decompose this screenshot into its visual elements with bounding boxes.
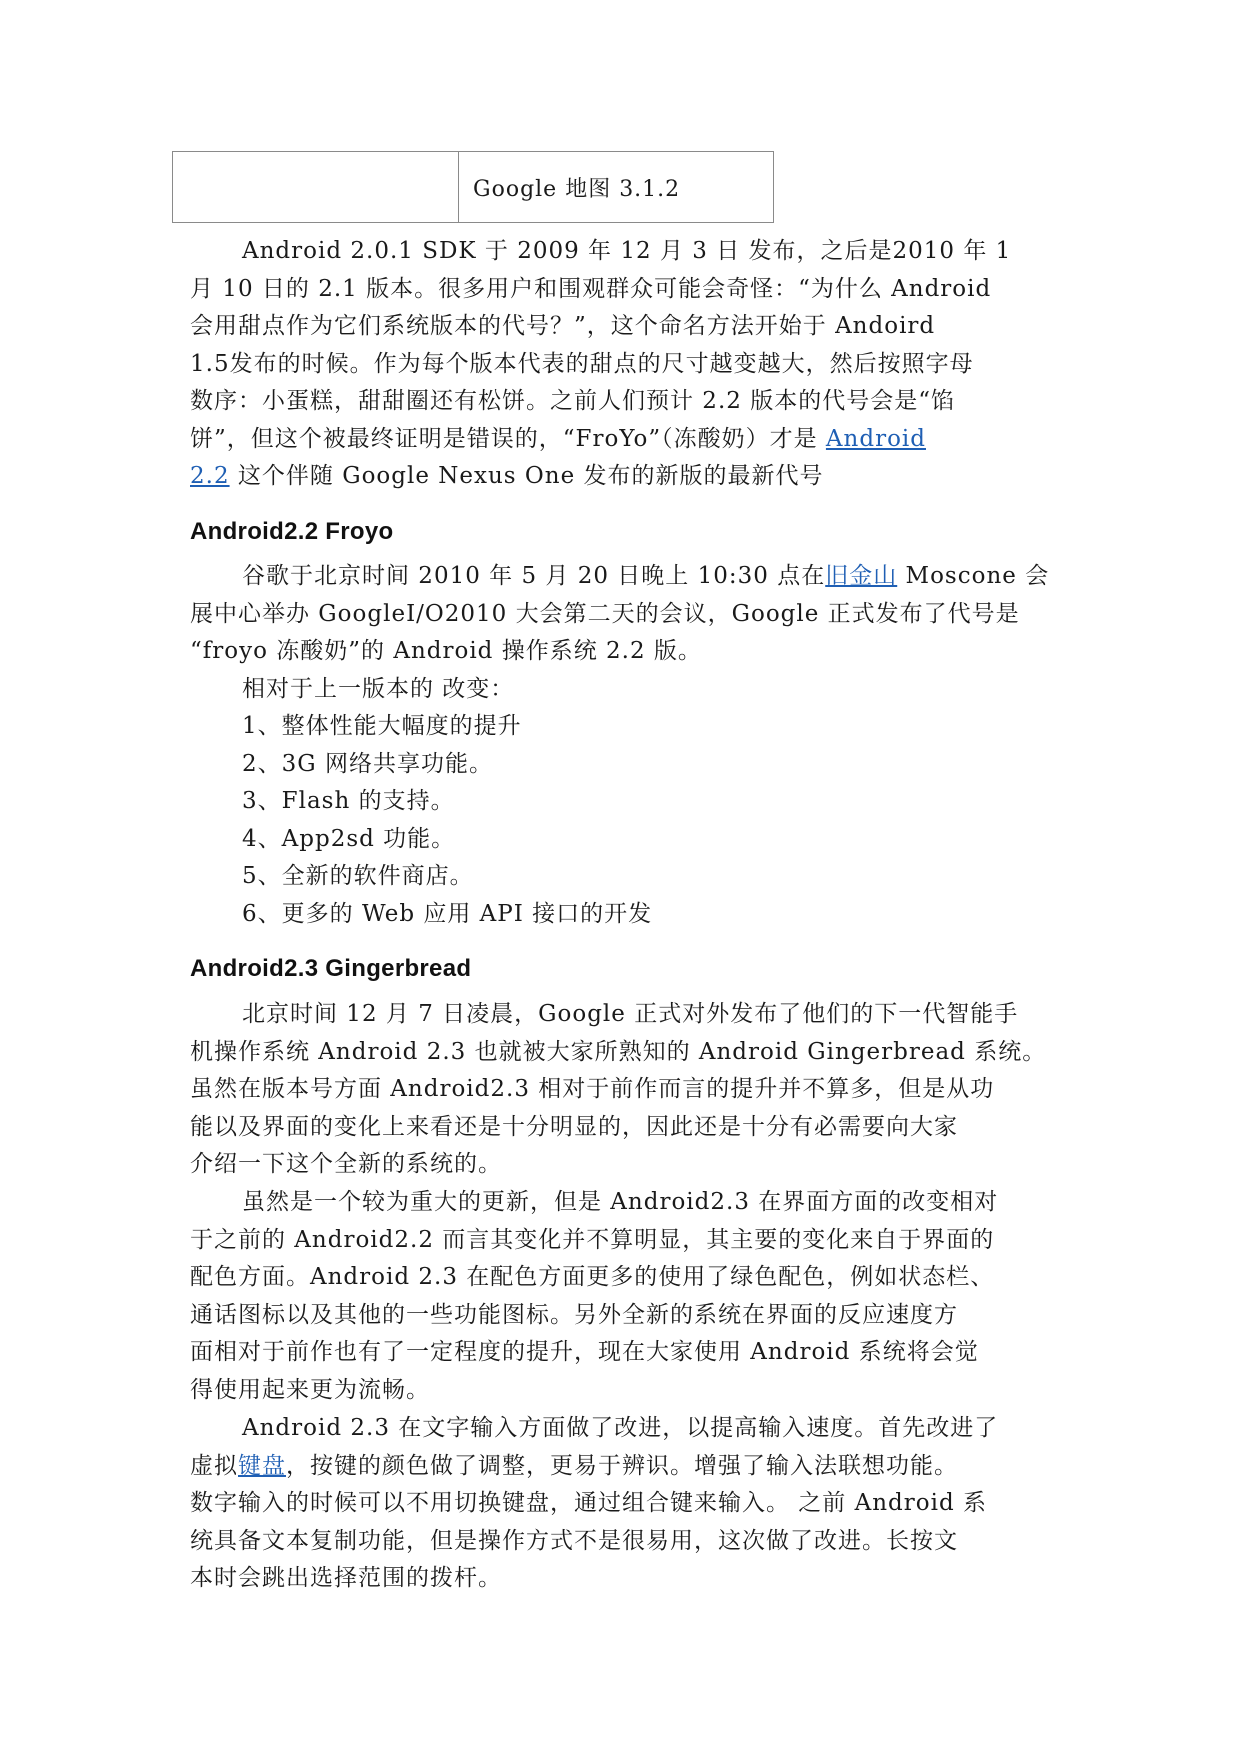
list-item: 4、App2sd 功能。	[242, 825, 456, 852]
android-2-2-link-continued[interactable]: 2.2	[190, 463, 230, 489]
text-segment: ，按键的颜色做了调整，更易于辨识。增强了输入法联想功能。	[286, 1452, 958, 1479]
text-line: 得使用起来更为流畅。	[190, 1376, 430, 1403]
text-line: 会用甜点作为它们系统版本的代号？”，这个命名方法开始于 Andoird	[190, 313, 936, 339]
keyboard-link[interactable]: 键盘	[238, 1452, 286, 1479]
text-segment: 这个伴随 Google Nexus One 发布的新版的最新代号	[229, 463, 824, 489]
text-line: 统具备文本复制功能，但是操作方式不是很易用，这次做了改进。长按文	[190, 1527, 958, 1554]
text-segment: 谷歌于北京时间 2010 年 5 月 20 日晚上 10:30 点在	[242, 563, 826, 589]
text-line: 数字输入的时候可以不用切换键盘，通过组合键来输入。 之前 Android 系	[190, 1490, 987, 1516]
san-francisco-link[interactable]: 旧金山	[825, 563, 898, 589]
froyo-paragraph	[190, 558, 1090, 933]
text-segment: 饼”，但这个被最终证明是错误的，“FroYo”（冻酸奶）才是	[190, 425, 826, 452]
text-line: 展中心举办 GoogleI/O2010 大会第二天的会议，Google 正式发布了代号是	[190, 600, 1020, 627]
gingerbread-paragraph-3	[190, 1410, 1090, 1598]
text-line	[190, 558, 1090, 596]
table-cell-maps-version: Google 地图 3.1.2	[473, 176, 681, 202]
text-line: 能以及界面的变化上来看还是十分明显的，因此还是十分有必需要向大家	[190, 1113, 958, 1140]
text-line	[190, 458, 1090, 496]
list-item: 6、更多的 Web 应用 API 接口的开发	[242, 900, 653, 927]
gingerbread-paragraph-2	[190, 1184, 1090, 1409]
text-line: 北京时间 12 月 7 日凌晨，Google 正式对外发布了他们的下一代智能手	[242, 1001, 1019, 1027]
list-item: 2、3G 网络共享功能。	[242, 750, 493, 777]
text-segment: 虚拟	[190, 1452, 238, 1479]
text-line: 通话图标以及其他的一些功能图标。另外全新的系统在界面的反应速度方	[190, 1301, 958, 1328]
text-line: 机操作系统 Android 2.3 也就被大家所熟知的 Android Gingerbread 系统。	[190, 1038, 1047, 1065]
text-line: 于之前的 Android2.2 而言其变化并不算明显，其主要的变化来自于界面的	[190, 1226, 995, 1253]
text-line: 本时会跳出选择范围的拨杆。	[190, 1565, 502, 1591]
list-item: 3、Flash 的支持。	[242, 788, 455, 814]
text-line: 1.5发布的时候。作为每个版本代表的甜点的尺寸越变越大，然后按照字母	[190, 350, 974, 377]
text-line	[190, 1448, 1090, 1486]
gingerbread-paragraph-1	[190, 996, 1090, 1184]
list-item: 5、全新的软件商店。	[242, 863, 474, 889]
text-line: 虽然在版本号方面 Android2.3 相对于前作而言的提升并不算多，但是从功	[190, 1076, 995, 1102]
gingerbread-heading: Android2.3 Gingerbread	[190, 955, 472, 982]
text-line: Android 2.3 在文字输入方面做了改进，以提高输入速度。首先改进了	[242, 1415, 999, 1441]
table-cell-empty	[173, 152, 459, 222]
text-line: “froyo 冻酸奶”的 Android 操作系统 2.2 版。	[190, 638, 702, 664]
text-line	[190, 421, 1090, 459]
list-item: 1、整体性能大幅度的提升	[242, 713, 522, 739]
text-line: 虽然是一个较为重大的更新，但是 Android2.3 在界面方面的改变相对	[242, 1189, 999, 1215]
version-table	[172, 151, 774, 223]
froyo-heading: Android2.2 Froyo	[190, 518, 394, 545]
text-line: 数序：小蛋糕，甜甜圈还有松饼。之前人们预计 2.2 版本的代号会是“馅	[190, 388, 955, 414]
text-segment: Moscone 会	[897, 563, 1050, 589]
text-line: 面相对于前作也有了一定程度的提升，现在大家使用 Android 系统将会觉	[190, 1339, 979, 1365]
intro-paragraph	[190, 233, 1090, 496]
text-line: Android 2.0.1 SDK 于 2009 年 12 月 3 日 发布，之后是2010 年 1	[242, 238, 1012, 264]
text-line: 月 10 日的 2.1 版本。很多用户和围观群众可能会奇怪：“为什么 Android	[190, 275, 992, 302]
text-line: 配色方面。Android 2.3 在配色方面更多的使用了绿色配色，例如状态栏、	[190, 1264, 995, 1290]
text-line: 介绍一下这个全新的系统的。	[190, 1151, 502, 1177]
android-2-2-link[interactable]: Android	[825, 425, 926, 452]
changes-intro: 相对于上一版本的 改变：	[242, 675, 515, 702]
